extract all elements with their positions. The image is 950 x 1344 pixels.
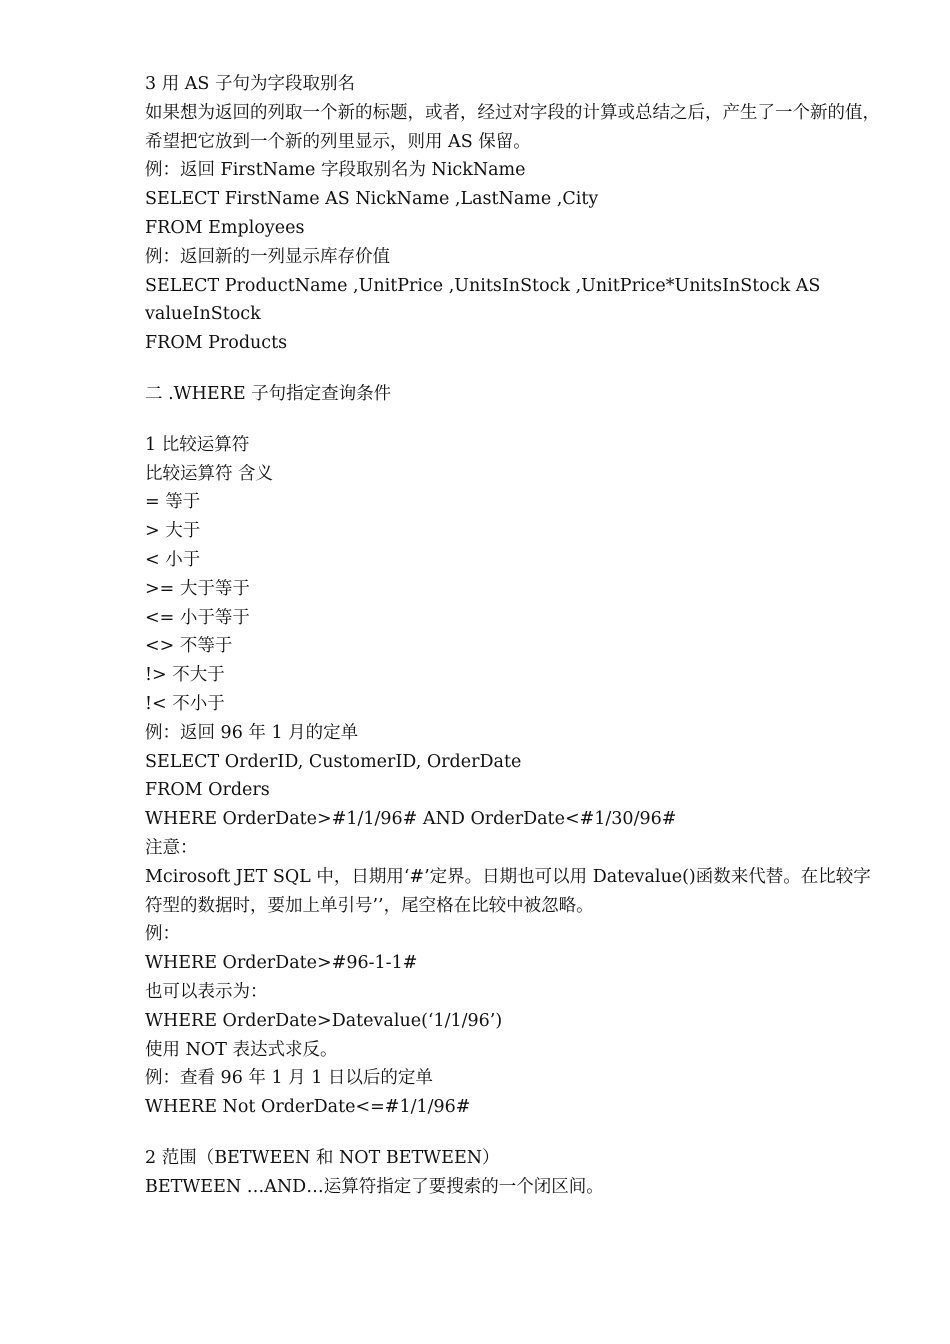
sql-code-line: SELECT OrderID, CustomerID, OrderDate xyxy=(145,751,522,772)
operator-row: >= 大于等于 xyxy=(145,578,250,599)
operator-row: !> 不大于 xyxy=(145,665,225,686)
example-label: 例：返回新的一列显示库存价值 xyxy=(145,246,390,267)
alt-label: 也可以表示为： xyxy=(145,981,268,1002)
example-label: 例：查看 96 年 1 月 1 日以后的定单 xyxy=(145,1068,433,1089)
operator-row: <= 小于等于 xyxy=(145,607,250,628)
not-description: 使用 NOT 表达式求反。 xyxy=(145,1039,338,1060)
sql-code-line: SELECT FirstName AS NickName ,LastName ,City xyxy=(145,189,599,210)
operator-row: <> 不等于 xyxy=(145,636,233,657)
as-description-paragraph: 如果想为返回的列取一个新的标题，或者，经过对字段的计算或总结之后，产生了一个新的值，希望把它放到一个新的列里显示，则用 AS 保留。 xyxy=(145,102,880,152)
operator-row: !< 不小于 xyxy=(145,693,225,714)
operator-row: < 小于 xyxy=(145,549,201,570)
operator-row: = 等于 xyxy=(145,492,201,513)
section-heading-where: 二 .WHERE 子句指定查询条件 xyxy=(145,383,392,404)
sql-code-line: FROM Employees xyxy=(145,217,305,238)
section-heading-as-alias: 3 用 AS 子句为字段取别名 xyxy=(145,74,355,94)
sql-code-line: WHERE OrderDate>#96-1-1# xyxy=(145,953,418,974)
sql-code-line: SELECT ProductName ,UnitPrice ,UnitsInStock ,UnitPrice*UnitsInStock AS xyxy=(145,275,821,296)
operator-table-header: 比较运算符 含义 xyxy=(145,463,274,484)
subsection-heading-between: 2 范围（BETWEEN 和 NOT BETWEEN） xyxy=(145,1147,500,1168)
sql-code-line: FROM Orders xyxy=(145,780,270,801)
example-label: 例： xyxy=(145,924,180,945)
operator-row: > 大于 xyxy=(145,521,201,542)
note-paragraph: Mcirosoft JET SQL 中，日期用‘#’定界。日期也可以用 Datevalue()函数来代替。在比较字符型的数据时，要加上单引号’’，尾空格在比较中被忽略。 xyxy=(145,866,871,916)
sql-code-line: valueInStock xyxy=(145,304,261,325)
sql-code-line: WHERE Not OrderDate<=#1/1/96# xyxy=(145,1097,471,1118)
subsection-heading-comparison: 1 比较运算符 xyxy=(145,434,250,455)
sql-code-line: WHERE OrderDate>#1/1/96# AND OrderDate<#1/30/96# xyxy=(145,809,677,830)
between-description: BETWEEN …AND…运算符指定了要搜索的一个闭区间。 xyxy=(145,1176,604,1197)
note-label: 注意： xyxy=(145,837,198,858)
sql-code-line: FROM Products xyxy=(145,333,288,354)
sql-code-line: WHERE OrderDate>Datevalue(‘1/1/96’) xyxy=(145,1010,503,1031)
example-label: 例：返回 96 年 1 月的定单 xyxy=(145,722,359,743)
document-page xyxy=(145,70,885,1201)
example-label: 例：返回 FirstName 字段取别名为 NickName xyxy=(145,160,526,181)
